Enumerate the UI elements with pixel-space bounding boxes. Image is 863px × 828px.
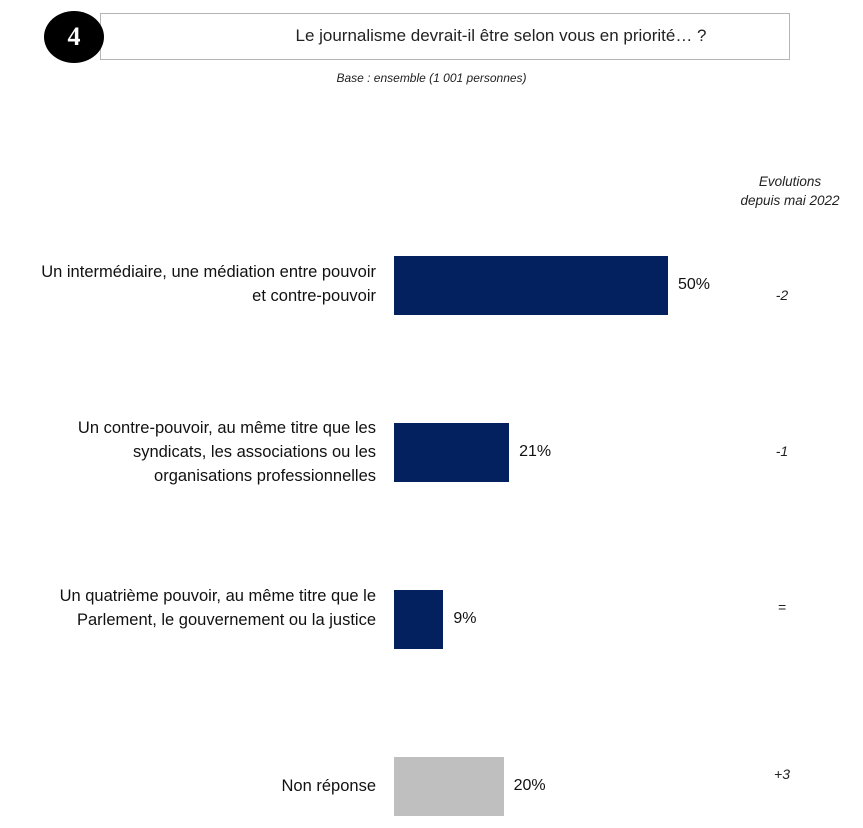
evolution-value: -1 <box>775 443 789 459</box>
evolution-value: -2 <box>775 287 789 303</box>
bar <box>394 423 509 482</box>
bar <box>394 590 443 649</box>
evolution-value: = <box>777 599 787 615</box>
question-box <box>100 13 790 60</box>
value-label: 9% <box>453 609 477 627</box>
base-note: Base : ensemble (1 001 personnes) <box>336 71 527 85</box>
bar <box>394 757 504 816</box>
value-label: 20% <box>513 776 546 794</box>
value-label: 21% <box>519 442 552 460</box>
evolution-header-line1: Evolutions <box>758 174 822 189</box>
value-label: 50% <box>678 275 711 293</box>
evolution-value: +3 <box>774 766 790 782</box>
bar <box>394 256 668 315</box>
category-label: Un intermédiaire, une médiation entre pouvoir et contre-pouvoir <box>41 263 376 305</box>
category-label: Non réponse <box>281 777 376 795</box>
question-text: Le journalisme devrait-il être selon vous en priorité… ? <box>295 26 707 45</box>
question-number-badge: 4 <box>44 11 104 63</box>
category-label: Un quatrième pouvoir, au même titre que le Parlement, le gouvernement ou la justice <box>59 587 376 629</box>
category-label: Un contre-pouvoir, au même titre que les syndicats, les associations ou les organisations professionnelles <box>77 419 376 485</box>
evolution-header <box>724 172 856 210</box>
evolution-header-line2: depuis mai 2022 <box>740 193 840 208</box>
